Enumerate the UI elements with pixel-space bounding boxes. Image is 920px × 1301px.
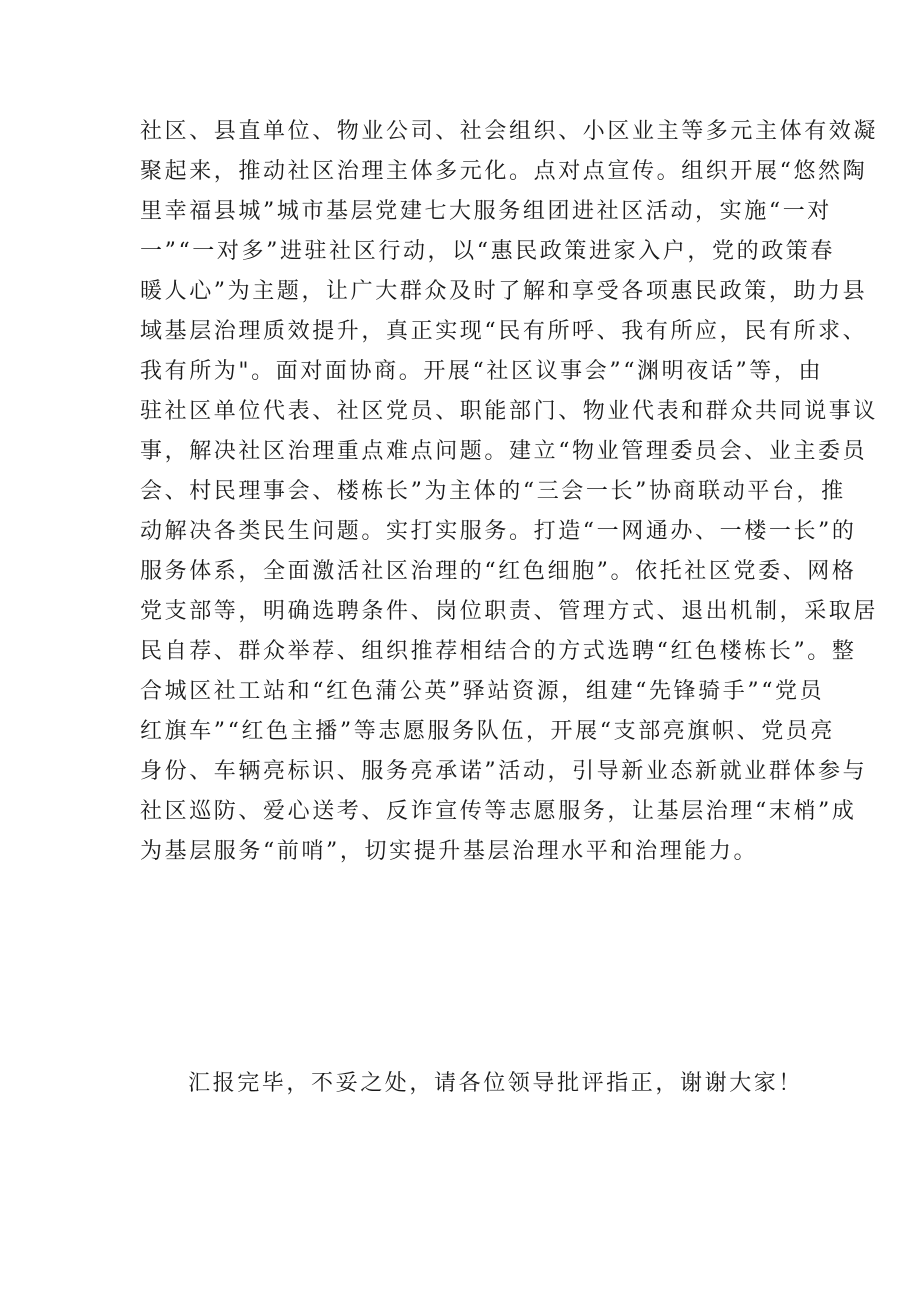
text-line: 民自荐、群众举荐、组织推荐相结合的方式选聘“红色楼栋长”。整	[140, 639, 857, 664]
text-line: 一”“一对多”进驻社区行动，以“惠民政策进家入户，党的政策春	[140, 239, 835, 264]
text-line: 域基层治理质效提升，真正实现“民有所呼、我有所应，民有所求、	[140, 319, 868, 344]
text-line: 暖人心”为主题，让广大群众及时了解和享受各项惠民政策，助力县	[140, 279, 868, 304]
text-line: 事，解决社区治理重点难点问题。建立“物业管理委员会、业主委员	[140, 439, 868, 464]
text-line: 合城区社工站和“红色蒲公英”驿站资源，组建“先锋骑手”“党员	[140, 679, 825, 704]
text-line: 会、村民理事会、楼栋长”为主体的“三会一长”协商联动平台，推	[140, 479, 846, 504]
text-line: 驻社区单位代表、社区党员、职能部门、物业代表和群众共同说事议	[140, 399, 879, 424]
text-line: 聚起来，推动社区治理主体多元化。点对点宣传。组织开展“悠然陶	[140, 159, 868, 184]
text-line: 服务体系，全面激活社区治理的“红色细胞”。依托社区党委、网格	[140, 559, 857, 584]
text-line: 我有所为"。面对面协商。开展“社区议事会”“渊明夜话”等，由	[140, 359, 824, 384]
closing-remark: 汇报完毕，不妥之处，请各位领导批评指正，谢谢大家！	[188, 1071, 804, 1096]
text-line: 红旗车”“红色主播”等志愿服务队伍，开展“支部亮旗帜、党员亮	[140, 719, 835, 744]
text-line: 社区巡防、爱心送考、反诈宣传等志愿服务，让基层治理“末梢”成	[140, 799, 857, 824]
text-line: 里幸福县城”城市基层党建七大服务组团进社区活动，实施“一对	[140, 199, 832, 224]
text-line: 身份、车辆亮标识、服务亮承诺”活动，引导新业态新就业群体参与	[140, 759, 868, 784]
text-line: 社区、县直单位、物业公司、社会组织、小区业主等多元主体有效凝	[140, 119, 879, 144]
text-line: 为基层服务“前哨”，切实提升基层治理水平和治理能力。	[140, 839, 759, 864]
text-line: 动解决各类民生问题。实打实服务。打造“一网通办、一楼一长”的	[140, 519, 857, 544]
body-paragraph	[140, 112, 879, 872]
text-line: 党支部等，明确选聘条件、岗位职责、管理方式、退出机制，采取居	[140, 599, 879, 624]
